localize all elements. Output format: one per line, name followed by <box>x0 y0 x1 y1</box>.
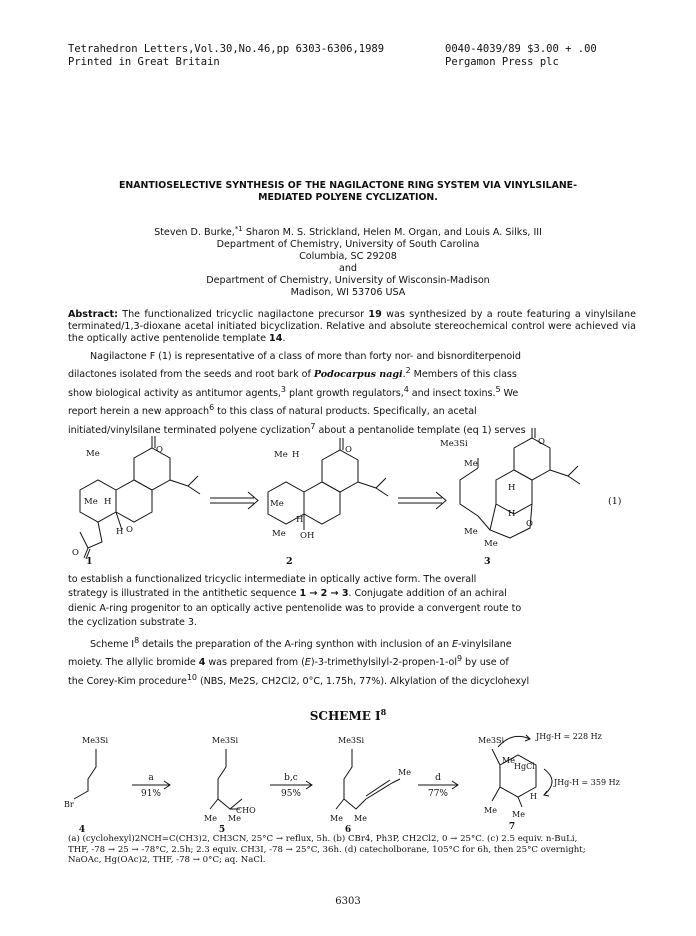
c7-h: H <box>530 792 537 801</box>
journal-citation <box>68 43 384 69</box>
intro-line-3-b: plant growth regulators, <box>285 387 404 399</box>
intro-line-2 <box>68 364 636 382</box>
compound-label-6: 6 <box>344 825 352 835</box>
s1-label-h: H <box>104 497 112 507</box>
coauthor-names: Sharon M. S. Strickland, Helen M. Organ, and Louis A. Silks, III <box>242 227 542 239</box>
intro-line-3-c: and insect toxins. <box>408 387 496 399</box>
strategy-line-2-c: . Conjugate addition of an achiral <box>348 588 507 600</box>
ref-9: 9 <box>457 654 463 664</box>
footnote-line-3: NaOAc, Hg(OAc)2, THF, -78 → 0°C; aq. NaCl. <box>68 855 266 866</box>
s3-label-me-2: Me <box>464 527 478 537</box>
intro-line-5-b: about a pentanolide template (eq 1) serves <box>315 424 526 436</box>
ref-8: 8 <box>134 636 140 645</box>
scheme-line-3 <box>68 671 636 689</box>
abstract-label: Abstract: <box>68 309 118 320</box>
s3-label-h-2: H <box>508 509 516 519</box>
affiliation-1-address: Columbia, SC 29208 <box>299 251 397 263</box>
scheme-title-ref: 8 <box>380 707 387 717</box>
c7-me-2: Me <box>484 806 497 815</box>
species-name: Podocarpus nagi <box>313 369 403 381</box>
author-footnote-marker: *1 <box>234 225 243 233</box>
compound-label-2: 2 <box>286 556 293 567</box>
intro-line-2-a: dilactones isolated from the seeds and root bark of <box>68 369 314 381</box>
scheme-line-1 <box>68 634 636 652</box>
page-number: 6303 <box>335 896 361 907</box>
strategy-line-1: to establish a functionalized tricyclic intermediate in optically active form. The overall <box>68 574 477 585</box>
antithetic-sequence: 1 → 2 → 3 <box>299 588 349 600</box>
compound-label-4: 4 <box>78 825 86 835</box>
retrosynthesis-equation <box>60 420 640 570</box>
ref-10: 10 <box>186 672 197 682</box>
scheme-paragraph <box>68 634 636 689</box>
strategy-paragraph <box>68 573 636 630</box>
equation-number: (1) <box>608 496 622 507</box>
s3-label-o-2: O <box>526 519 533 529</box>
footnote-line-1: (a) (cyclohexyl)2NCH=C(CH3)2, CH3CN, 25°C → reflux, 5h. (b) CBr4, Ph3P, CH2Cl2, 0 → 25°C. (c) 2.5 equiv. n-BuLi, <box>68 834 578 844</box>
compound-label-3: 3 <box>484 556 491 567</box>
strategy-line-3: dienic A-ring progenitor to an optically active pentenolide was to provide a convergent route to <box>68 602 522 614</box>
footnote-line-2: THF, -78 → 25 → -78°C, 2.5h; 2.3 equiv. CH3I, -78 → 25°C, 36h. (d) catecholborane, 105°C for 6h, then 25°C overnight; <box>68 844 586 855</box>
c7-me-3: Me <box>512 810 525 819</box>
compound-label-5: 5 <box>218 825 226 835</box>
c6-me: Me <box>330 814 343 823</box>
s2-label-me-3: Me <box>272 529 286 539</box>
scheme-title-text: SCHEME I <box>309 709 381 723</box>
intro-line-2-b: . <box>402 369 406 381</box>
c4-me3si: Me3Si <box>82 736 109 745</box>
s3-label-h: H <box>508 483 516 493</box>
abstract <box>68 309 636 344</box>
scheme-line-1-a: Scheme I <box>90 639 135 651</box>
affiliation-2-address: Madison, WI 53706 USA <box>290 287 406 299</box>
c6-me-alkyne: Me <box>398 768 411 777</box>
author-name-burke: Steven D. Burke, <box>154 227 235 239</box>
intro-line-3 <box>68 383 636 401</box>
intro-line-5-a: initiated/vinylsilane terminated polyene cyclization <box>68 424 311 436</box>
intro-line-3-a: show biological activity as antitumor agents, <box>68 387 281 399</box>
c5-me3si: Me3Si <box>212 736 239 745</box>
intro-line-3-d: We <box>500 387 519 399</box>
c7-me3si: Me3Si <box>478 736 505 745</box>
c5-cho: CHO <box>236 806 256 815</box>
ref-6: 6 <box>209 403 215 413</box>
ref-2: 2 <box>405 366 411 376</box>
s2-label-oh: OH <box>300 531 315 541</box>
affiliation-1: Department of Chemistry, University of South Carolina <box>216 239 480 251</box>
scheme-line-1-italic: E <box>452 639 459 651</box>
retro-arrow-1 <box>210 492 258 509</box>
s3-label-me-3: Me <box>484 539 498 549</box>
strategy-line-2-a: strategy is illustrated in the antithetic sequence <box>68 588 300 600</box>
author-names <box>68 223 628 239</box>
s2-label-h: H <box>292 450 300 460</box>
strategy-line-2 <box>68 587 636 601</box>
authors-block <box>68 223 628 299</box>
intro-line-2-c: Members of this class <box>410 369 517 381</box>
c4-br: Br <box>64 800 74 809</box>
arrow-d-yield: 77% <box>427 789 449 799</box>
intro-line-1: Nagilactone F (1) is representative of a class of more than forty nor- and bisnorditerpenoid <box>90 351 521 362</box>
j-coupling-359: JHg-H = 359 Hz <box>554 778 620 787</box>
issn-price <box>445 43 597 69</box>
s2-label-me-2: Me <box>270 499 284 509</box>
scheme-i-diagram <box>60 725 650 835</box>
c6-me-2: Me <box>354 814 367 823</box>
s3-label-o: O <box>538 437 545 447</box>
article-title <box>68 180 628 204</box>
s1-label-o: O <box>126 525 133 535</box>
scheme-footnote <box>68 834 648 866</box>
scheme-line-3-b: (NBS, Me2S, CH2Cl2, 0°C, 1.75h, 77%). Alkylation of the dicyclohexyl <box>196 676 530 688</box>
abstract-text-3: . <box>282 332 286 344</box>
retro-arrow-2 <box>398 492 446 509</box>
structure-3-rings <box>460 428 580 538</box>
intro-line-4-b: to this class of natural products. Specifically, an acetal <box>214 406 477 418</box>
affiliation-2: Department of Chemistry, University of Wisconsin-Madison <box>206 275 490 287</box>
compound-label-7: 7 <box>508 822 516 832</box>
s1-label-me: Me <box>86 449 100 459</box>
j-coupling-228: JHg-H = 228 Hz <box>536 732 602 741</box>
scheme-line-2-italic: E <box>304 657 311 669</box>
abstract-text-1: The functionalized tricyclic nagilactone precursor <box>117 309 369 320</box>
intro-line-4-a: report herein a new approach <box>68 406 210 418</box>
arrow-bc-reagent: b,c <box>284 773 298 783</box>
ref-7: 7 <box>310 421 316 431</box>
scheme-title <box>68 707 628 723</box>
scheme-line-3-a: the Corey-Kim procedure <box>68 676 187 688</box>
ref-3: 3 <box>280 384 286 394</box>
arrow-a-yield: 91% <box>140 789 162 799</box>
scheme-line-2-a: moiety. The allylic bromide <box>68 657 199 669</box>
c7-me: Me <box>502 756 515 765</box>
s2-label-h-2: H <box>296 515 304 525</box>
compound-ref-19: 19 <box>368 309 382 320</box>
printed-in-line: Printed in Great Britain <box>68 56 220 68</box>
scheme-line-1-b: details the preparation of the A-ring synthon with inclusion of an <box>139 639 452 651</box>
ref-5: 5 <box>495 384 501 394</box>
s1-label-o-ring: O <box>156 445 163 455</box>
c5-me: Me <box>204 814 217 823</box>
affiliation-and: and <box>338 263 358 275</box>
c6-me3si: Me3Si <box>338 736 365 745</box>
compound-6-bonds <box>344 749 366 809</box>
compound-4-bonds <box>74 749 96 799</box>
s1-label-me-2: Me <box>84 497 98 507</box>
s3-label-me: Me <box>464 459 478 469</box>
compound-label-1: 1 <box>86 556 93 567</box>
s3-label-me3si: Me3Si <box>440 439 468 449</box>
s1-label-o-carbonyl: O <box>72 548 79 558</box>
arrow-a-reagent: a <box>148 773 154 783</box>
publisher-line: Pergamon Press plc <box>445 56 559 68</box>
s1-label-h-2: H <box>116 527 124 537</box>
strategy-line-4: the cyclization substrate 3. <box>68 616 197 628</box>
c5-me-2: Me <box>228 814 241 823</box>
c7-hgcl: HgCl <box>514 762 535 771</box>
scheme-line-2-c: was prepared from ( <box>205 657 305 669</box>
compound-5-bonds <box>218 749 242 809</box>
journal-citation-line: Tetrahedron Letters,Vol.30,No.46,pp 6303-6306,1989 <box>68 43 385 55</box>
scheme-line-2-d: )-3-trimethylsilyl-2-propen-1-ol <box>310 657 457 669</box>
scheme-line-1-c: -vinylsilane <box>458 639 512 651</box>
s2-label-me: Me <box>274 450 288 460</box>
scheme-line-2-e: by use of <box>462 657 509 669</box>
issn-line: 0040-4039/89 $3.00 + .00 <box>445 43 597 55</box>
title-line-1: ENANTIOSELECTIVE SYNTHESIS OF THE NAGILACTONE RING SYSTEM VIA VINYLSILANE- <box>119 180 577 191</box>
title-line-2: MEDIATED POLYENE CYCLIZATION. <box>258 192 438 203</box>
scheme-line-2 <box>68 652 636 670</box>
arrow-bc-yield: 95% <box>280 789 302 799</box>
s2-label-o: O <box>345 445 352 455</box>
abstract-text-2: was synthesized by a route featuring a vinylsilane terminated/1,3-dioxane acetal initiated bicyclization. Relative and absolute stereochemical control were achieved via the optically active pentenolide template <box>68 309 636 344</box>
ref-4: 4 <box>403 384 409 394</box>
compound-ref-4: 4 <box>198 657 206 669</box>
arrow-d-reagent: d <box>435 773 441 783</box>
intro-line-4 <box>68 401 636 419</box>
compound-ref-14: 14 <box>269 332 283 344</box>
